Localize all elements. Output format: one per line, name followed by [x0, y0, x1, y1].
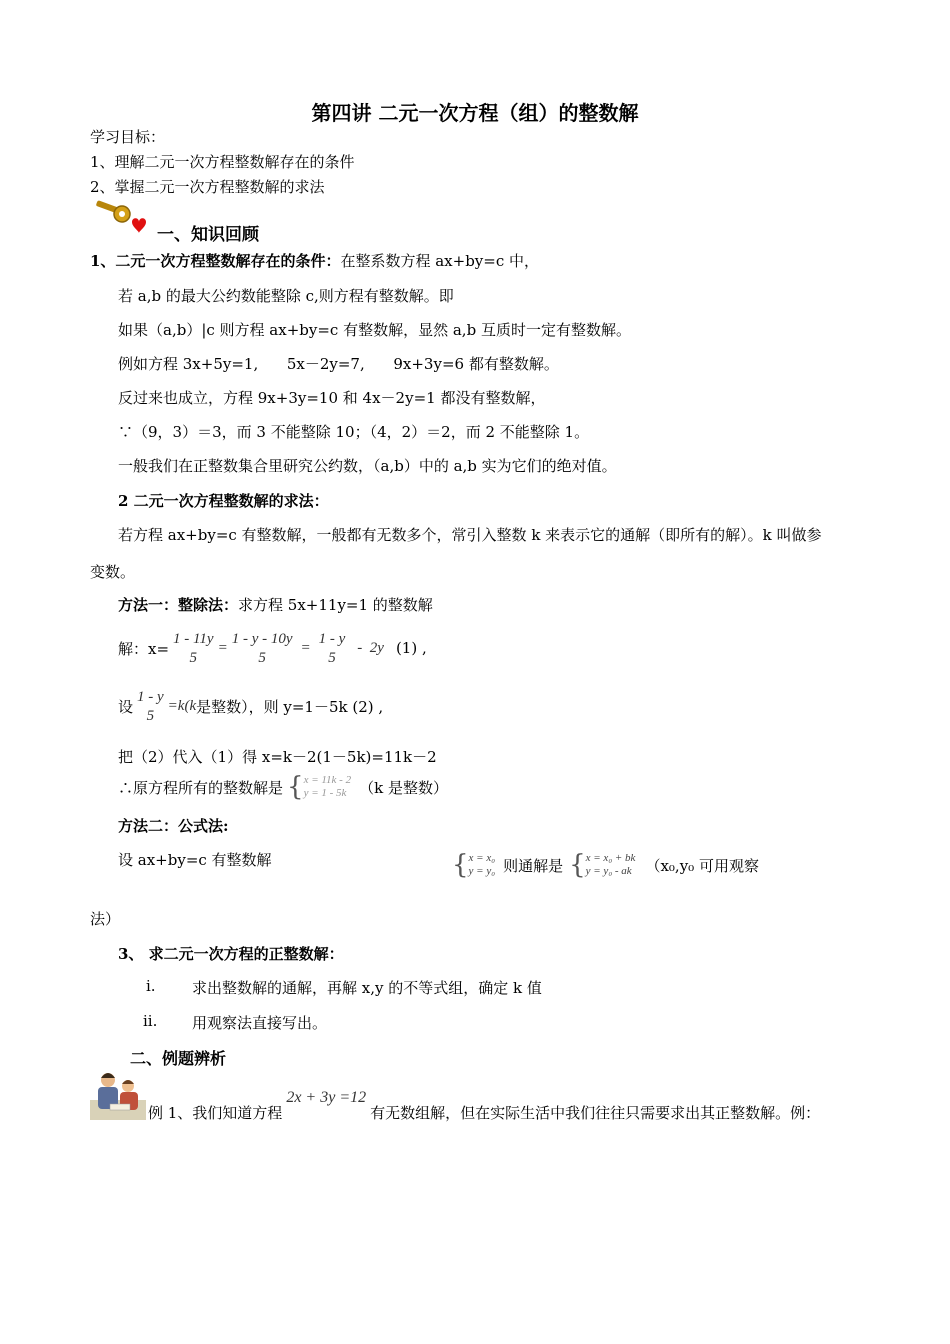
substitution-line — [118, 686, 383, 726]
example-prefix: 例 1、我们知道方程 — [148, 1103, 283, 1122]
general-text: 则通解是 — [503, 856, 564, 875]
solution-prefix: 解：x= — [118, 639, 170, 658]
set-prefix: 设 — [118, 697, 134, 716]
list-item: 求出整数解的通解，再解 x,y 的不等式组，确定 k 值 — [192, 979, 542, 997]
method2-label: 方法二：公式法: — [118, 817, 229, 835]
key-heart-icon — [92, 196, 152, 236]
paragraph: 若 a,b 的最大公约数能整除 c,则方程有整数解。即 — [118, 287, 454, 305]
paragraph: 反过来也成立，方程 9x+3y=10 和 4x－2y=1 都没有整数解， — [118, 389, 546, 407]
all-suffix: （k 是整数） — [359, 778, 448, 797]
equation-system: x = 11k - 2 y = 1 - 5k — [303, 774, 352, 799]
list-marker: i. — [146, 977, 156, 995]
paragraph: 法） — [90, 910, 121, 928]
general-solution — [452, 847, 759, 883]
paragraph: 若方程 ax+by=c 有整数解，一般都有无数多个，常引入整数 k 来表示它的通解（即所有的解）。k 叫做参 — [118, 526, 822, 544]
equation-tag: (1) , — [395, 639, 427, 657]
equals-k: =k(k — [167, 697, 197, 714]
brace-icon: { — [452, 850, 469, 880]
objective-item: 1、理解二元一次方程整数解存在的条件 — [90, 153, 355, 171]
general-suffix: （x₀,y₀ 可用观察 — [645, 856, 759, 875]
fraction: 1 - 11y 5 — [173, 630, 214, 666]
all-prefix: ∴原方程所有的整数解是 — [118, 778, 284, 797]
page-title: 第四讲 二元一次方程（组）的整数解 — [311, 101, 639, 125]
list-marker: ii. — [143, 1012, 158, 1030]
people-illustration-icon — [90, 1068, 146, 1120]
paragraph: 把（2）代入（1）得 x=k－2(1－5k)=11k－2 — [118, 748, 437, 766]
brace-icon: { — [569, 850, 586, 880]
fraction: 1 - y 5 — [318, 630, 346, 666]
section-heading: 二、例题辨析 — [130, 1049, 227, 1068]
objectives-heading: 学习目标： — [90, 128, 166, 146]
example-suffix: 有无数组解，但在实际生活中我们往往只需要求出其正整数解。例： — [370, 1103, 821, 1122]
method2-text: 设 ax+by=c 有整数解 — [118, 851, 272, 869]
method-heading: 2 二元一次方程整数解的求法： — [118, 492, 329, 510]
paragraph: 一般我们在正整数集合里研究公约数，（a,b）中的 a,b 实为它们的绝对值。 — [118, 457, 617, 475]
section-heading: 一、知识回顾 — [157, 225, 259, 245]
brace-icon: { — [287, 772, 304, 802]
method1-text: 求方程 5x+11y=1 的整数解 — [238, 596, 433, 614]
equals-sign: = — [217, 639, 228, 656]
paragraph: ∵（9，3）＝3，而 3 不能整除 10；（4，2）＝2，而 2 不能整除 1。 — [118, 423, 590, 441]
fraction: 1 - y - 10y 5 — [231, 630, 293, 666]
equation-system: x = x₀ + bk y = y₀ - ak — [585, 852, 636, 877]
condition-heading: 1、二元一次方程整数解存在的条件： — [90, 252, 341, 270]
objective-item: 2、掌握二元一次方程整数解的求法 — [90, 178, 325, 196]
term: - 2y — [357, 639, 384, 656]
positive-heading: 3、 求二元一次方程的正整数解： — [118, 945, 344, 963]
paragraph: 如果（a,b）|c 则方程 ax+by=c 有整数解，显然 a,b 互质时一定有整数解。 — [118, 321, 631, 339]
paragraph: 变数。 — [90, 563, 136, 581]
solution-line — [118, 628, 427, 668]
method1-label: 方法一：整除法： — [118, 596, 239, 614]
fraction: 1 - y 5 — [137, 688, 164, 724]
all-solutions-line — [118, 772, 448, 802]
equals-sign: = — [300, 639, 311, 656]
example-line — [148, 1089, 821, 1132]
equation-system: x = x₀ y = y₀ — [468, 852, 496, 877]
condition-text: 在整系数方程 ax+by=c 中， — [340, 252, 540, 270]
paragraph: 例如方程 3x+5y=1, 5x－2y=7, 9x+3y=6 都有整数解。 — [118, 355, 559, 373]
list-item: 用观察法直接写出。 — [192, 1014, 328, 1032]
set-text: 是整数），则 y=1－5k (2) , — [196, 697, 384, 716]
example-equation: 2x + 3y =12 — [286, 1089, 367, 1106]
